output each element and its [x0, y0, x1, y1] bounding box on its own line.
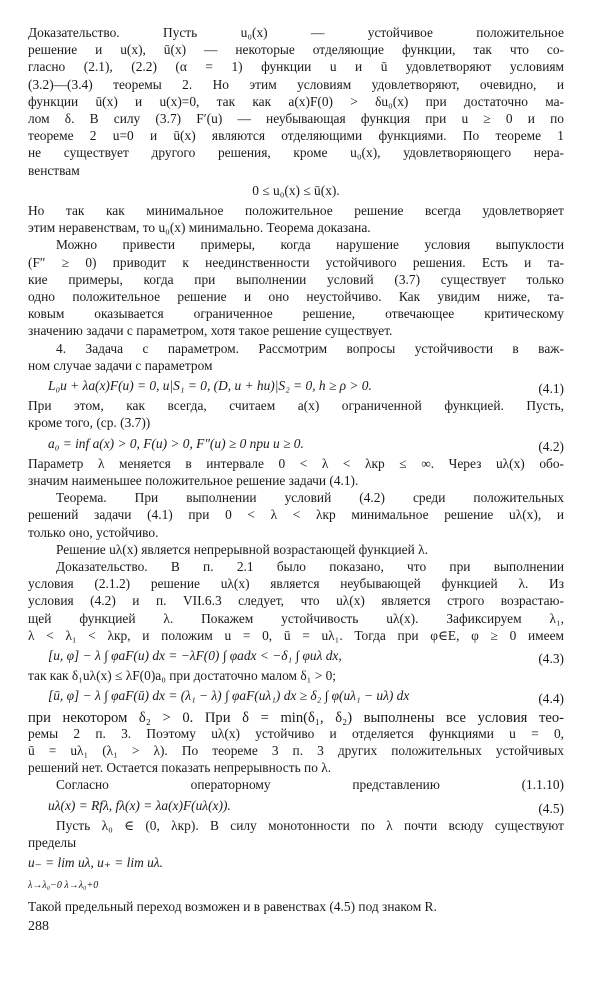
text-line: решение и u(x), ū(x) — некоторые отделяющие функции, так что со- — [28, 42, 564, 58]
text-line: этим неравенствам, то u₀(x) минимально. Теорема доказана. — [28, 220, 371, 236]
text-line: u₋ = lim uλ, u₊ = lim uλ. — [28, 855, 163, 871]
theorem-line: решений задачи (4.1) при 0 < λ < λкр минимальное решение uλ(x), и — [28, 507, 564, 523]
text-line: Такой предельный переход возможен и в равенствах (4.5) под знаком R. — [28, 898, 437, 914]
text-line: значим наименьшее положительное решение задачи (4.1). — [28, 473, 359, 488]
text-line: теореме 2 u=0 и ū(x) являются отделяющими функциями. По теореме 1 — [28, 128, 564, 144]
text-line: ремы 2 п. 3. Поэтому uλ(x) устойчиво и отделяется функциями u = 0, — [28, 725, 564, 741]
inequality-display: 0 ≤ u₀(x) ≤ ū(x). — [252, 182, 340, 198]
text-line: Доказательство. Пусть u₀(x) — устойчивое положительное — [28, 25, 564, 40]
equation-number: (4.4) — [538, 691, 564, 707]
text-line: лом δ. В силу (3.7) F′(u) — неубывающая функция при u ≥ 0 и по — [28, 111, 564, 126]
text-line: венствам — [28, 162, 80, 178]
text-line: λ→λ₀−0 λ→λ₀+0 — [28, 880, 99, 892]
text-line: так как δ₁uλ(x) ≤ λF(0)a₀ при достаточно малом δ₁ > 0; — [28, 668, 337, 684]
text-line: решений нет. Остается показать непрерывность по λ. — [28, 760, 332, 776]
text-line: функции ū(x) и u(x)=0, так как a(x)F(0) > δu₀(x) при достаточно ма- — [28, 93, 564, 109]
text-line: значению задачи с параметром, хотя такое решение существует. — [28, 323, 393, 339]
text-line: ковым оказывается ограниченное решение, отвечающее критическому — [28, 306, 564, 322]
text-line: При этом, как всегда, считаем a(x) ограниченной функцией. Пусть, — [28, 398, 564, 414]
text-line: гласно (2.1), (2.2) (α = 1) функции u и ū удовлетворяют условиям — [28, 59, 564, 75]
text-line: Доказательство. В п. 2.1 было показано, что при выполнении — [56, 559, 564, 574]
text-line: Пусть λ₀ ∈ (0, λкр). В силу монотонности по λ почти всюду существуют — [56, 817, 564, 833]
theorem-line: только оно, устойчиво. — [28, 524, 159, 540]
text-line: uλ(x) = Rfλ, fλ(x) = λa(x)F(uλ(x)). — [48, 797, 231, 813]
text-line: условия (2.1.2) решение uλ(x) является неубывающей функцией λ. Из — [28, 576, 564, 592]
text-line: (F″ ≥ 0) приводит к неединственности устойчивого решения. Есть и та- — [28, 254, 564, 270]
text-line: Параметр λ меняется в интервале 0 < λ < λкр ≤ ∞. Через uλ(x) обо- — [28, 455, 564, 471]
equation-number: (4.1) — [538, 381, 564, 396]
page-number: 288 — [28, 918, 49, 934]
theorem-line: Теорема. При выполнении условий (4.2) среди положительных — [56, 490, 564, 506]
equation-4-3: [u, φ] − λ ∫ φaF(u) dx = −λF(0) ∫ φadx < −δ₁ ∫ φuλ dx, — [48, 648, 342, 663]
text-line: щей функцией λ. Покажем устойчивость uλ(x). Зафиксируем λ₁, — [28, 610, 564, 626]
text-line: (4.5) — [538, 800, 564, 816]
text-line: (3.2)—(3.4) теоремы 2. Но этим условиям удовлетворяют, очевидно, и — [28, 76, 564, 92]
equation-4-1: L₀u + λa(x)F(u) = 0, u|S₁ = 0, (D, u + hu)|S₂ = 0, h ≥ ρ > 0. — [48, 378, 372, 393]
text-line: Можно привести примеры, когда нарушение условия выпуклости — [56, 237, 564, 253]
text-line: кие примеры, когда при выполнении условий (3.7) существует только — [28, 271, 564, 287]
text-line: при некотором δ₂ > 0. При δ = min(δ₁, δ₂) выполнены все условия тео- — [28, 709, 564, 726]
equation-4-4: [ū, φ] − λ ∫ φaF(ū) dx = (λ₁ − λ) ∫ φaF(uλ₁) dx ≥ δ₂ ∫ φ(uλ₁ − uλ) dx — [48, 688, 410, 704]
equation-number: (4.3) — [538, 651, 564, 666]
text-line: одно положительное решение и оно неустойчиво. Как увидим ниже, та- — [28, 289, 564, 304]
text-line: ū = uλ₁ (λ₁ > λ). По теореме 3 п. 3 других положительных устойчивых — [28, 743, 564, 758]
section-heading-line: 4. Задача с параметром. Рассмотрим вопросы устойчивости в важ- — [56, 340, 564, 356]
theorem-line: Решение uλ(x) является непрерывной возрастающей функцией λ. — [56, 541, 428, 557]
text-line: не существует другого решения, кроме u₀(x), удовлетворяющего нера- — [28, 145, 564, 161]
text-line: условия (4.2) и п. VII.6.3 следует, что uλ(x) является строго возрастаю- — [28, 593, 564, 609]
text-line: Но так как минимальное положительное решение всегда удовлетворяет — [28, 203, 564, 218]
text-line: кроме того, (ср. (3.7)) — [28, 415, 151, 431]
text-line: ном случае задачи с параметром — [28, 357, 213, 373]
text-line: λ < λ₁ < λкр, и положим u = 0, ū = uλ₁. Тогда при φ∈E, φ ≥ 0 имеем — [28, 627, 564, 643]
text-line: Согласно операторному представлению (1.1.10) — [56, 777, 564, 793]
equation-4-2: a₀ = inf a(x) > 0, F(u) > 0, F″(u) ≥ 0 при u ≥ 0. — [48, 435, 304, 451]
equation-number: (4.2) — [538, 438, 564, 454]
text-line: пределы — [28, 835, 77, 850]
